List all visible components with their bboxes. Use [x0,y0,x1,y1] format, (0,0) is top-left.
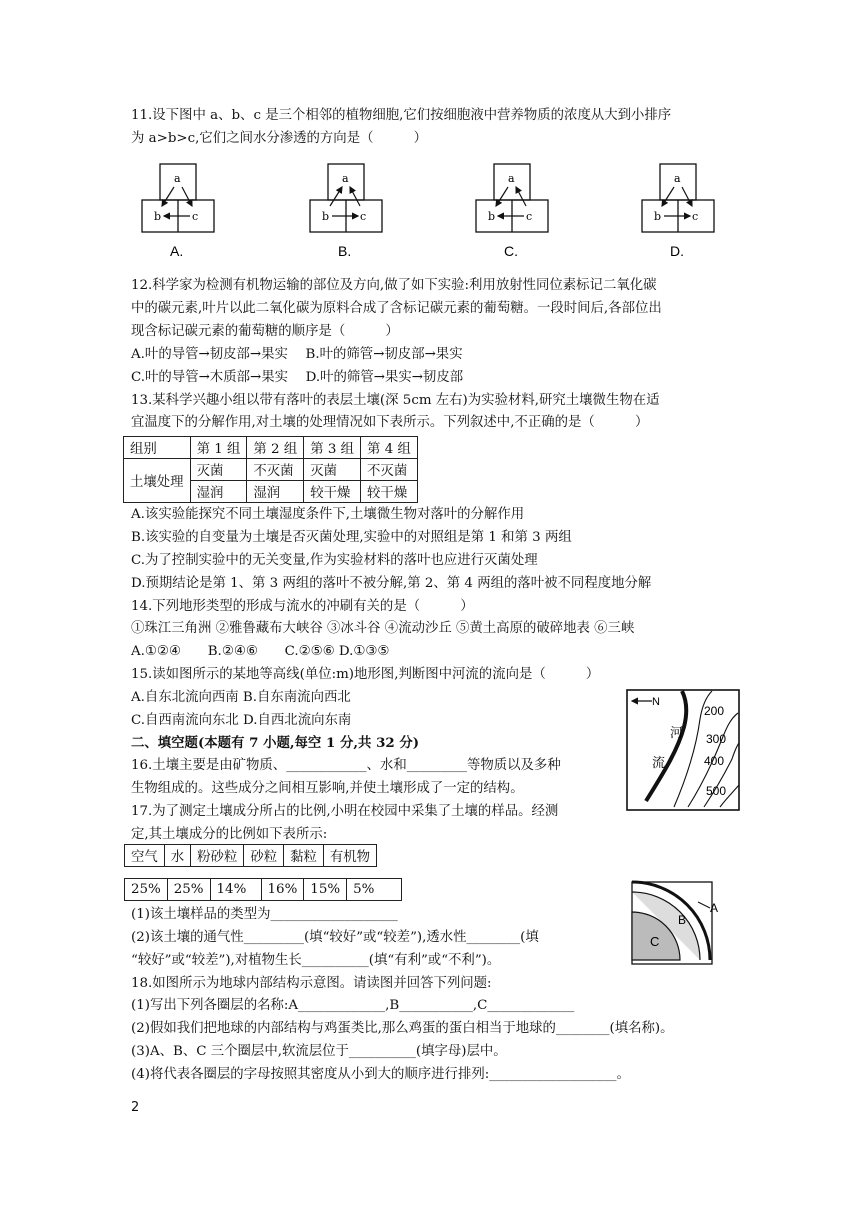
earth-structure-figure [630,878,726,968]
q13-row-label: 土壤处理 [124,459,191,503]
q13-line2: 宜温度下的分解作用,对土壤的处理情况如下表所示。下列叙述中,不正确的是（ ） [131,415,649,430]
contour-400: 400 [704,754,725,768]
q13-line1: 13.某科学兴趣小组以带有落叶的表层土壤(深 5cm 左右)为实验材料,研究土壤微生物在适 [131,393,660,408]
contour-map [626,689,740,811]
q15-line1: 15.读如图所示的某地等高线(单位:m)地形图,判断图中河流的流向是（ ） [131,667,600,682]
cell-b-label-c: c [360,210,367,223]
page-number: 2 [131,1100,140,1115]
cell-b-label-b: b [322,210,330,223]
cell-c-label-c: c [526,210,533,223]
cell-a-label-a: a [174,172,181,185]
earth-label-a: A [710,901,719,915]
cell-option-a [142,164,214,259]
q14-options: A.①②④ B.②④⑥ C.②⑤⑥ D.①③⑤ [131,644,390,659]
q18-part4: (4)将代表各圈层的字母按照其密度从小到大的顺序进行排列:___________________。 [131,1067,630,1082]
earth-label-c: C [650,934,660,949]
cell-a-label-c: c [192,210,199,223]
section-fill-in-title: 二、填空题(本题有 7 小题,每空 1 分,共 32 分) [131,735,420,751]
cell-a-label-b: b [154,210,162,223]
cell-d-option-label: D. [670,243,684,259]
q16-line2: 生物组成的。这些成分之间相互影响,并使土壤形成了一定的结构。 [131,781,524,796]
q17-part2: (2)该土壤的通气性_________(填“较好”或“较差”),透水性________(填 [131,930,539,945]
q13-header-cell: 第 4 组 [361,437,418,459]
q18-part3: (3)A、B、C 三个圈层中,软流层位于__________(填字母)层中。 [131,1044,507,1059]
q15-options-cd: C.自西南流向东北 D.自西北流向东南 [131,713,352,728]
q17-part1: (1)该土壤样品的类型为___________________ [131,907,398,922]
q17-line1: 17.为了测定土壤成分所占的比例,小明在校园中采集了土壤的样品。经测 [131,804,559,819]
q17-header-cell: 水 [164,845,190,867]
cell-d-label-a: a [674,172,681,185]
q18-part1: (1)写出下列各圈层的名称:A_____________,B___________,C_____________ [131,998,575,1013]
q18-part2: (2)假如我们把地球的内部结构与鸡蛋类比,那么鸡蛋的蛋白相当于地球的________(填名称)。 [131,1021,674,1036]
q13-header-cell: 第 1 组 [190,437,247,459]
q13-cell: 湿润 [247,481,304,503]
q17-header-cell: 有机物 [323,845,376,867]
q14-line1: 14.下列地形类型的形成与流水的冲刷有关的是（ ） [131,599,474,614]
q13-table [123,436,418,503]
q15-options-ab: A.自东北流向西南 B.自东南流向西北 [131,690,351,705]
q16-line1: 16.土壤主要是由矿物质、____________、水和_________等物质以及多种 [131,758,561,773]
q17-value-cell: 14% [210,879,261,901]
q17-part3: “较好”或“较差”),对植物生长__________(填“有利”或“不利”)。 [131,953,501,968]
q13-header-cell: 第 2 组 [247,437,304,459]
cell-d-label-c: c [692,210,699,223]
q11-cell-diagrams [138,160,738,262]
cell-c-label-b: b [488,210,496,223]
q17-header-cell: 黏粒 [284,845,324,867]
cell-b-option-label: B. [338,243,352,259]
q17-line2: 定,其土壤成分的比例如下表所示: [131,827,328,842]
cell-option-c [476,164,548,259]
q11-line1: 11.设下图中 a、b、c 是三个相邻的植物细胞,它们按细胞液中营养物质的浓度从大到小排序 [131,108,672,123]
q13-cell: 灭菌 [304,459,361,481]
q17-value-cell: 25% [125,879,168,901]
q17-value-table [124,878,402,901]
q11-line2: 为 a>b>c,它们之间水分渗透的方向是（ ） [131,131,428,146]
q13-option-c: C.为了控制实验中的无关变量,作为实验材料的落叶也应进行灭菌处理 [131,553,538,568]
q12-options-ab: A.叶的导管→韧皮部→果实 B.叶的筛管→韧皮部→果实 [131,347,463,362]
contour-200: 200 [704,704,725,718]
q12-line2: 中的碳元素,叶片以此二氧化碳为原料合成了含标记碳元素的葡萄糖。一段时间后,各部位出 [131,301,662,316]
q17-header-cell: 空气 [125,845,165,867]
q13-header-cell: 组别 [124,437,191,459]
earth-label-b: B [678,913,687,927]
cell-option-b [310,164,382,259]
q13-cell: 不灭菌 [361,459,418,481]
cell-a-option-label: A. [170,243,184,259]
q17-header-table [124,844,377,867]
cell-c-option-label: C. [504,243,518,259]
q17-value-cell: 5% [347,879,402,901]
q12-line3: 现含标记碳元素的葡萄糖的顺序是（ ） [131,324,399,339]
q17-header-cell: 砂粒 [244,845,284,867]
q14-line2: ①珠江三角洲 ②雅鲁藏布大峡谷 ③冰斗谷 ④流动沙丘 ⑤黄土高原的破碎地表 ⑥三峡 [131,621,635,636]
contour-300: 300 [706,732,727,746]
q13-cell: 不灭菌 [247,459,304,481]
q13-header-cell: 第 3 组 [304,437,361,459]
river-label-2: 流 [652,756,666,771]
q13-cell: 湿润 [190,481,247,503]
q18-line1: 18.如图所示为地球内部结构示意图。请读图并回答下列问题: [131,976,492,991]
q13-cell: 较干燥 [304,481,361,503]
cell-d-label-b: b [654,210,662,223]
q13-cell: 较干燥 [361,481,418,503]
q12-options-cd: C.叶的导管→木质部→果实 D.叶的筛管→果实→韧皮部 [131,370,464,385]
q17-value-cell: 16% [261,879,304,901]
contour-500: 500 [706,784,727,798]
q13-cell: 灭菌 [190,459,247,481]
q13-option-b: B.该实验的自变量为土壤是否灭菌处理,实验中的对照组是第 1 和第 3 两组 [131,530,572,545]
cell-b-label-a: a [342,172,349,185]
cell-c-label-a: a [508,172,515,185]
cell-option-d [642,164,714,259]
river-label-1: 河 [670,726,684,741]
q17-value-cell: 25% [167,879,210,901]
q12-line1: 12.科学家为检测有机物运输的部位及方向,做了如下实验:利用放射性同位素标记二氧化碳 [131,278,657,293]
q17-header-cell: 粉砂粒 [191,845,244,867]
north-label: N [652,696,660,708]
q17-value-cell: 15% [304,879,347,901]
q13-option-a: A.该实验能探究不同土壤湿度条件下,土壤微生物对落叶的分解作用 [131,507,525,522]
q13-option-d: D.预期结论是第 1、第 3 两组的落叶不被分解,第 2、第 4 两组的落叶被不同程度地分解 [131,576,652,591]
